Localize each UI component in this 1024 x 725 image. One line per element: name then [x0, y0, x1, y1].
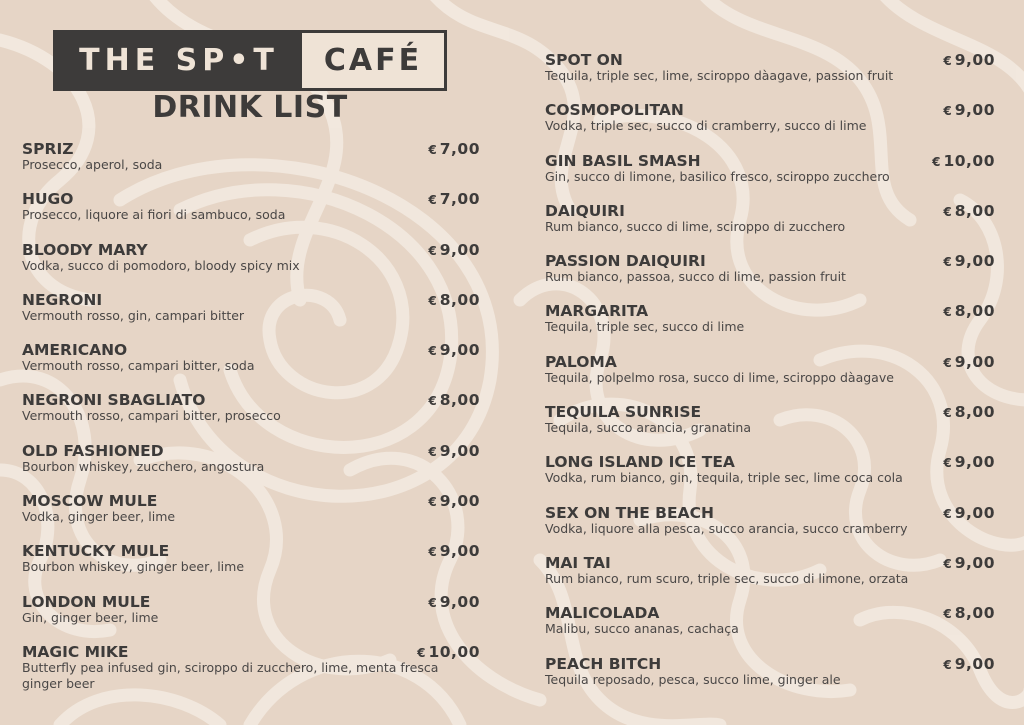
euro-sign: €	[943, 406, 952, 421]
drink-name: BLOODY MARY	[22, 240, 148, 259]
drink-name: SPOT ON	[545, 51, 623, 69]
menu-item	[22, 643, 480, 693]
price-amount: 9,00	[954, 654, 995, 673]
drink-price	[943, 453, 995, 472]
logo-text-left: THE SP•T	[56, 33, 302, 88]
drink-description: Butterfly pea infused gin, sciroppo di zucchero, lime, menta fresca ginger beer	[22, 659, 439, 691]
price-amount: 7,00	[439, 140, 480, 158]
drink-price	[943, 403, 995, 422]
drink-name: HUGO	[22, 190, 74, 209]
drink-price	[417, 643, 480, 662]
euro-sign: €	[428, 193, 437, 208]
price-amount: 9,00	[954, 453, 995, 472]
euro-sign: €	[428, 243, 437, 258]
euro-sign: €	[428, 394, 437, 409]
euro-sign: €	[943, 607, 952, 622]
menu-item	[545, 554, 995, 604]
drink-name: MARGARITA	[545, 302, 649, 321]
euro-sign: €	[943, 355, 952, 370]
price-amount: 9,00	[439, 542, 480, 561]
price-amount: 10,00	[428, 642, 480, 661]
drink-name: NEGRONI	[22, 290, 103, 309]
drink-price	[428, 291, 480, 310]
price-amount: 9,00	[954, 503, 995, 522]
drink-list-left-column	[22, 140, 480, 693]
price-amount: 10,00	[943, 151, 995, 170]
euro-sign: €	[943, 506, 952, 521]
drink-name: GIN BASIL SMASH	[545, 151, 701, 170]
euro-sign: €	[943, 305, 952, 320]
drink-name: MOSCOW MULE	[22, 492, 158, 511]
price-amount: 8,00	[954, 302, 995, 321]
drink-price	[943, 353, 995, 372]
euro-sign: €	[943, 556, 952, 571]
drink-price	[943, 604, 995, 623]
drink-description: Vermouth rosso, campari bitter, soda	[22, 358, 255, 374]
euro-sign: €	[428, 545, 437, 560]
drink-description: Prosecco, liquore ai fiori di sambuco, soda	[22, 207, 286, 223]
menu-item	[22, 542, 480, 592]
drink-description: Prosecco, aperol, soda	[22, 157, 163, 172]
drink-list-right-column	[545, 51, 995, 705]
drink-description: Vermouth rosso, campari bitter, prosecco	[22, 408, 281, 424]
drink-price	[428, 140, 480, 159]
drink-price	[428, 492, 480, 511]
menu-item	[545, 453, 995, 503]
drink-price	[428, 542, 480, 561]
drink-name: KENTUCKY MULE	[22, 542, 170, 561]
drink-description: Bourbon whiskey, zucchero, angostura	[22, 458, 265, 474]
drink-description: Tequila, succo arancia, granatina	[545, 420, 752, 436]
drink-description: Gin, ginger beer, lime	[22, 609, 159, 625]
price-amount: 9,00	[954, 51, 995, 69]
price-amount: 8,00	[954, 201, 995, 220]
drink-name: COSMOPOLITAN	[545, 101, 684, 120]
euro-sign: €	[943, 456, 952, 471]
price-amount: 9,00	[954, 252, 995, 271]
menu-item	[545, 51, 995, 101]
drink-price	[943, 504, 995, 523]
euro-sign: €	[428, 495, 437, 510]
price-amount: 9,00	[954, 101, 995, 120]
drink-name: TEQUILA SUNRISE	[545, 403, 702, 422]
menu-item	[22, 291, 480, 341]
drink-name: OLD FASHIONED	[22, 441, 164, 460]
menu-item	[22, 593, 480, 643]
drink-name: DAIQUIRI	[545, 201, 625, 220]
price-amount: 9,00	[954, 352, 995, 371]
price-amount: 8,00	[954, 604, 995, 623]
drink-description: Bourbon whiskey, ginger beer, lime	[22, 559, 245, 575]
drink-description: Vodka, liquore alla pesca, succo arancia, succo cramberry	[545, 520, 908, 536]
menu-item	[545, 302, 995, 352]
drink-description: Rum bianco, rum scuro, triple sec, succo di limone, orzata	[545, 570, 909, 586]
drink-name: AMERICANO	[22, 341, 128, 360]
drink-description: Tequila, triple sec, lime, sciroppo dàagave, passion fruit	[545, 68, 894, 83]
drink-name: PEACH BITCH	[545, 654, 662, 673]
drink-price	[943, 655, 995, 674]
drink-price	[428, 442, 480, 461]
drink-price	[943, 101, 995, 120]
drink-price	[943, 252, 995, 271]
drink-price	[428, 341, 480, 360]
drink-description: Vodka, triple sec, succo di cramberry, succo di lime	[545, 118, 867, 134]
euro-sign: €	[943, 255, 952, 270]
cafe-logo	[53, 30, 447, 91]
drink-description: Vodka, ginger beer, lime	[22, 509, 176, 525]
menu-item	[545, 202, 995, 252]
drink-description: Malibu, succo ananas, cachaça	[545, 621, 739, 637]
drink-description: Gin, succo di limone, basilico fresco, sciroppo zucchero	[545, 168, 890, 184]
euro-sign: €	[943, 204, 952, 219]
euro-sign: €	[417, 645, 426, 660]
menu-item	[22, 241, 480, 291]
drink-name: PALOMA	[545, 352, 617, 371]
euro-sign: €	[943, 104, 952, 119]
menu-item	[22, 140, 480, 190]
drink-name: LONG ISLAND ICE TEA	[545, 453, 735, 472]
menu-item	[545, 655, 995, 705]
menu-item	[22, 492, 480, 542]
menu-item	[545, 101, 995, 151]
euro-sign: €	[943, 54, 952, 68]
drink-price	[943, 202, 995, 221]
price-amount: 8,00	[439, 391, 480, 410]
menu-item	[22, 442, 480, 492]
menu-item	[545, 504, 995, 554]
price-amount: 8,00	[954, 403, 995, 422]
drink-price	[943, 302, 995, 321]
menu-item	[545, 604, 995, 654]
logo-text-right: CAFÉ	[302, 33, 444, 88]
euro-sign: €	[932, 154, 941, 169]
drink-name: LONDON MULE	[22, 592, 151, 611]
menu-item	[545, 252, 995, 302]
drink-name: MAI TAI	[545, 553, 611, 572]
euro-sign: €	[428, 344, 437, 359]
price-amount: 9,00	[439, 240, 480, 259]
drink-name: PASSION DAIQUIRI	[545, 252, 706, 271]
drink-price	[428, 593, 480, 612]
price-amount: 9,00	[439, 441, 480, 460]
drink-description: Tequila, triple sec, succo di lime	[545, 319, 745, 335]
drink-description: Rum bianco, passoa, succo di lime, passion fruit	[545, 269, 846, 285]
menu-item	[22, 341, 480, 391]
drink-price	[428, 241, 480, 260]
drink-price	[428, 391, 480, 410]
drink-description: Tequila, polpelmo rosa, succo di lime, sciroppo dàagave	[545, 369, 894, 385]
drink-price	[428, 190, 480, 209]
drink-price	[943, 554, 995, 573]
page-title: DRINK LIST	[152, 90, 348, 125]
drink-price	[932, 152, 995, 171]
drink-name: SEX ON THE BEACH	[545, 503, 714, 522]
euro-sign: €	[428, 595, 437, 610]
euro-sign: €	[428, 143, 437, 157]
price-amount: 9,00	[439, 341, 480, 360]
euro-sign: €	[943, 657, 952, 672]
drink-description: Rum bianco, succo di lime, sciroppo di zucchero	[545, 218, 846, 234]
menu-item	[22, 190, 480, 240]
drink-description: Vermouth rosso, gin, campari bitter	[22, 307, 245, 323]
price-amount: 9,00	[439, 492, 480, 511]
price-amount: 7,00	[439, 190, 480, 209]
menu-item	[545, 403, 995, 453]
price-amount: 8,00	[439, 290, 480, 309]
drink-price	[943, 51, 995, 70]
drink-name: NEGRONI SBAGLIATO	[22, 391, 206, 410]
menu-item	[22, 391, 480, 441]
drink-description: Vodka, rum bianco, gin, tequila, triple sec, lime coca cola	[545, 470, 903, 486]
drink-name: SPRIZ	[22, 140, 74, 158]
price-amount: 9,00	[439, 592, 480, 611]
euro-sign: €	[428, 293, 437, 308]
drink-description: Tequila reposado, pesca, succo lime, ginger ale	[545, 671, 841, 687]
drink-name: MAGIC MIKE	[22, 642, 129, 661]
menu-item	[545, 152, 995, 202]
drink-description: Vodka, succo di pomodoro, bloody spicy mix	[22, 257, 300, 273]
euro-sign: €	[428, 444, 437, 459]
drink-name: MALICOLADA	[545, 604, 660, 623]
menu-item	[545, 353, 995, 403]
price-amount: 9,00	[954, 553, 995, 572]
